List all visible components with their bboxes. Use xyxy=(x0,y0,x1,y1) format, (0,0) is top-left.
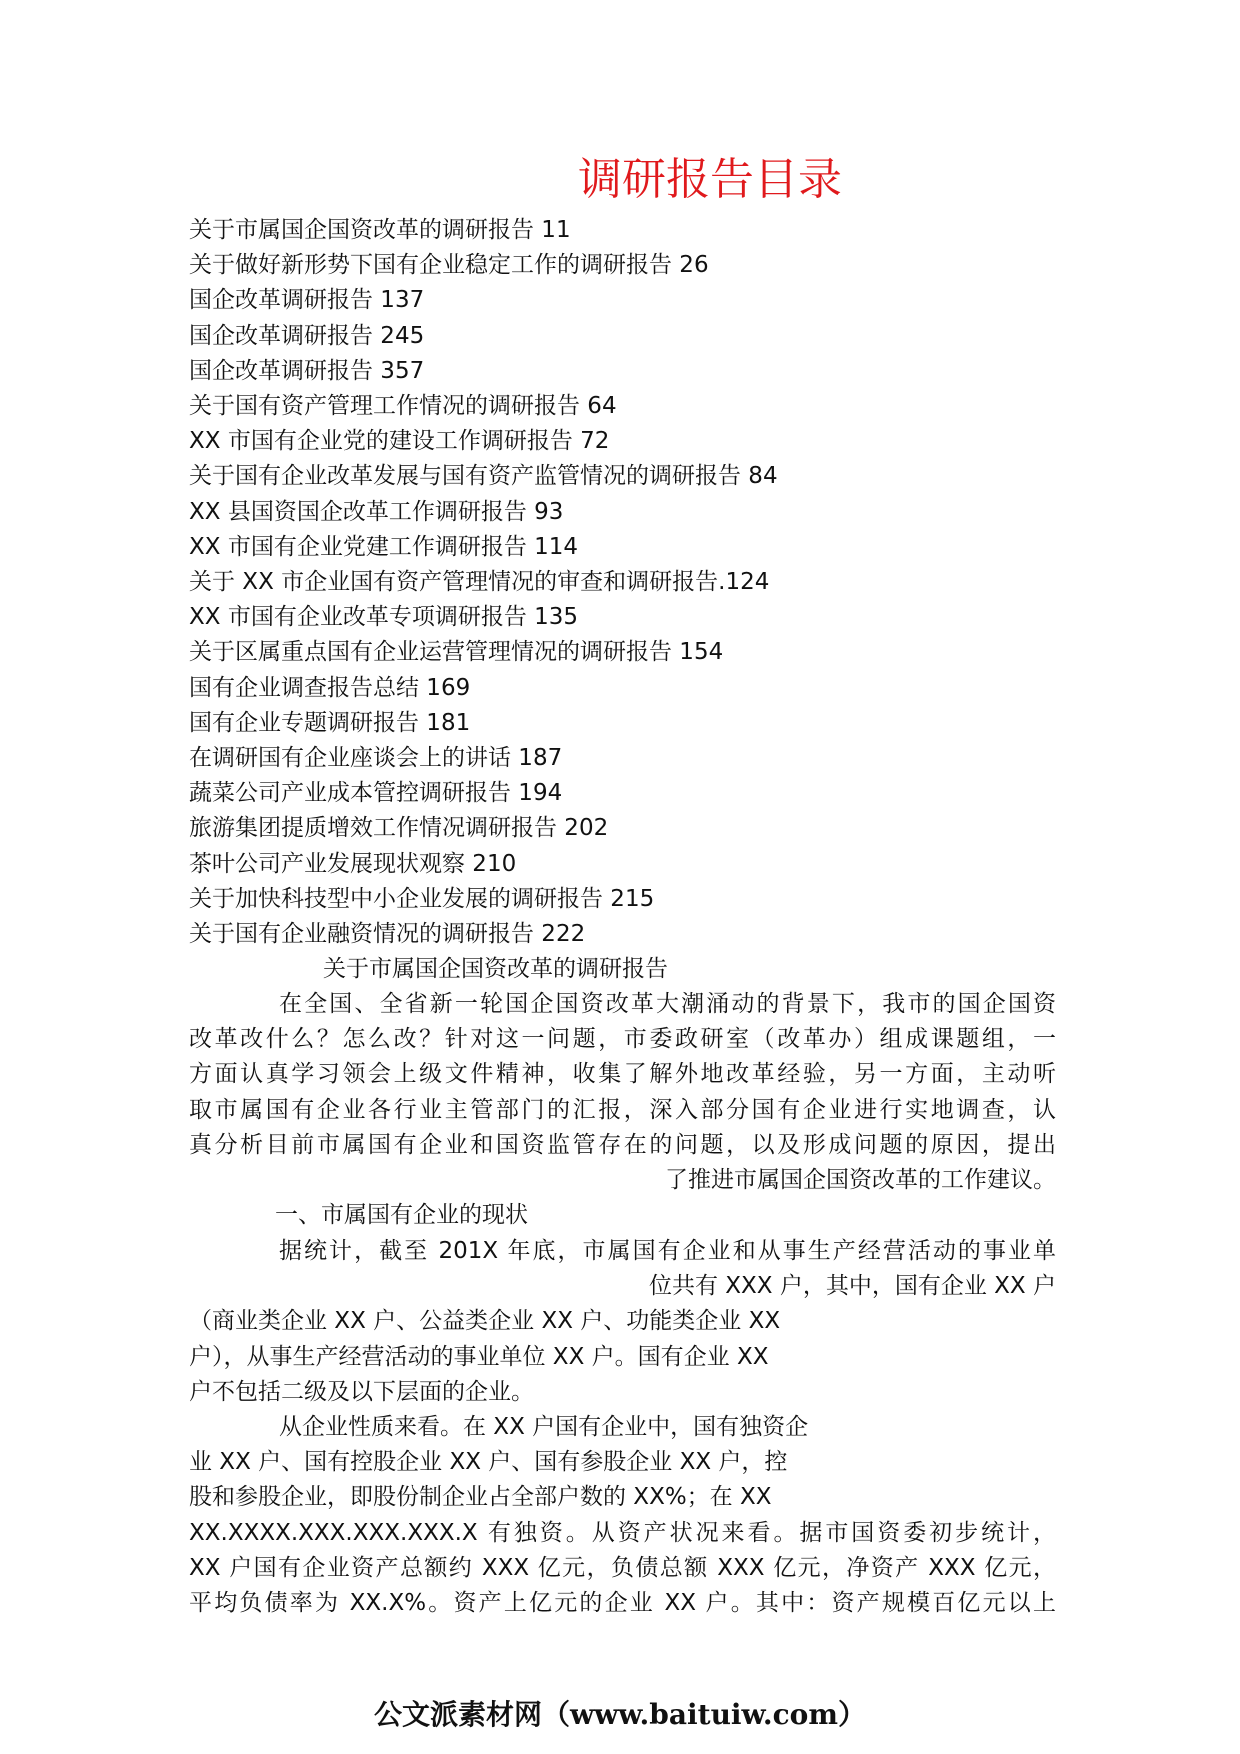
toc-item[interactable]: 关于 XX 市企业国有资产管理情况的审查和调研报告.124 xyxy=(189,569,770,596)
paragraph-line: 股和参股企业，即股份制企业占全部户数的 XX%；在 XX xyxy=(189,1484,772,1511)
toc-item[interactable]: 国有企业调查报告总结 169 xyxy=(189,674,471,701)
paragraph-line: 改革改什么？怎么改？针对这一问题，市委政研室（改革办）组成课题组，一 xyxy=(189,1026,1056,1053)
paragraph-line: 了推进市属国企国资改革的工作建议。 xyxy=(665,1167,1056,1194)
toc-item[interactable]: 关于国有资产管理工作情况的调研报告 64 xyxy=(189,393,617,420)
toc-item[interactable]: 国有企业专题调研报告 181 xyxy=(189,709,471,736)
toc-item[interactable]: 关于加快科技型中小企业发展的调研报告 215 xyxy=(189,885,655,912)
toc-item[interactable]: 国企改革调研报告 357 xyxy=(189,357,425,384)
paragraph-line: 位共有 XXX 户，其中，国有企业 XX 户 xyxy=(648,1273,1056,1300)
paragraph-line: 据统计，截至 201X 年底，市属国有企业和从事生产经营活动的事业单 xyxy=(279,1238,1056,1264)
paragraph-line: 在全国、全省新一轮国企国资改革大潮涌动的背景下，我市的国企国资 xyxy=(279,991,1056,1017)
toc-item[interactable]: 关于做好新形势下国有企业稳定工作的调研报告 26 xyxy=(189,252,709,279)
table-of-contents xyxy=(189,213,778,952)
paragraph-line: 取市属国有企业各行业主管部门的汇报，深入部分国有企业进行实地调查，认 xyxy=(189,1096,1056,1123)
toc-item[interactable]: 在调研国有企业座谈会上的讲话 187 xyxy=(189,745,563,772)
paragraph-line: 户不包括二级及以下层面的企业。 xyxy=(189,1378,534,1405)
toc-item[interactable]: XX 市国有企业党的建设工作调研报告 72 xyxy=(189,428,610,455)
toc-item[interactable]: XX 县国资国企改革工作调研报告 93 xyxy=(189,498,564,525)
section-heading: 一、市属国有企业的现状 xyxy=(275,1202,528,1228)
paragraph-line: （商业类企业 XX 户、公益类企业 XX 户、功能类企业 XX xyxy=(189,1308,781,1335)
toc-item[interactable]: 国企改革调研报告 245 xyxy=(189,322,425,349)
paragraph-line: 业 XX 户、国有控股企业 XX 户、国有参股企业 XX 户，控 xyxy=(189,1449,788,1476)
toc-item[interactable]: XX 市国有企业党建工作调研报告 114 xyxy=(189,533,579,560)
paragraph-line: 户），从事生产经营活动的事业单位 XX 户。国有企业 XX xyxy=(189,1343,769,1370)
toc-item[interactable]: 蔬菜公司产业成本管控调研报告 194 xyxy=(189,780,563,807)
toc-item[interactable]: 关于区属重点国有企业运营管理情况的调研报告 154 xyxy=(189,639,724,666)
toc-item[interactable]: 旅游集团提质增效工作情况调研报告 202 xyxy=(189,815,609,842)
footer-watermark: 公文派素材网（www.baituiw.com） xyxy=(374,1698,866,1731)
toc-item[interactable]: 关于国有企业改革发展与国有资产监管情况的调研报告 84 xyxy=(189,463,778,490)
toc-item[interactable]: 关于市属国企国资改革的调研报告 11 xyxy=(189,217,571,243)
paragraph-line: XX.XXXX.XXX.XXX.XXX.X 有独资。从资产状况来看。据市国资委初步统计， xyxy=(189,1519,1056,1546)
paragraph-line: 从企业性质来看。在 XX 户国有企业中，国有独资企 xyxy=(279,1414,809,1441)
paragraph-line: 平均负债率为 XX.X%。资产上亿元的企业 XX 户。其中：资产规模百亿元以上 xyxy=(189,1590,1056,1617)
paragraph-line: XX 户国有企业资产总额约 XXX 亿元，负债总额 XXX 亿元，净资产 XXX 亿元， xyxy=(189,1554,1056,1581)
article-title: 关于市属国企国资改革的调研报告 xyxy=(323,956,668,982)
toc-item[interactable]: 关于国有企业融资情况的调研报告 222 xyxy=(189,921,586,948)
toc-item[interactable]: 国企改革调研报告 137 xyxy=(189,287,425,314)
paragraph-line: 方面认真学习领会上级文件精神，收集了解外地改革经验，另一方面，主动听 xyxy=(189,1061,1056,1088)
intro-paragraph xyxy=(189,987,1056,1198)
status-paragraphs xyxy=(189,1234,1056,1621)
toc-item[interactable]: XX 市国有企业改革专项调研报告 135 xyxy=(189,604,579,631)
page-title: 调研报告目录 xyxy=(578,154,842,205)
paragraph-line: 真分析目前市属国有企业和国资监管存在的问题，以及形成问题的原因，提出 xyxy=(189,1131,1056,1158)
toc-item[interactable]: 茶叶公司产业发展现状观察 210 xyxy=(189,850,517,877)
